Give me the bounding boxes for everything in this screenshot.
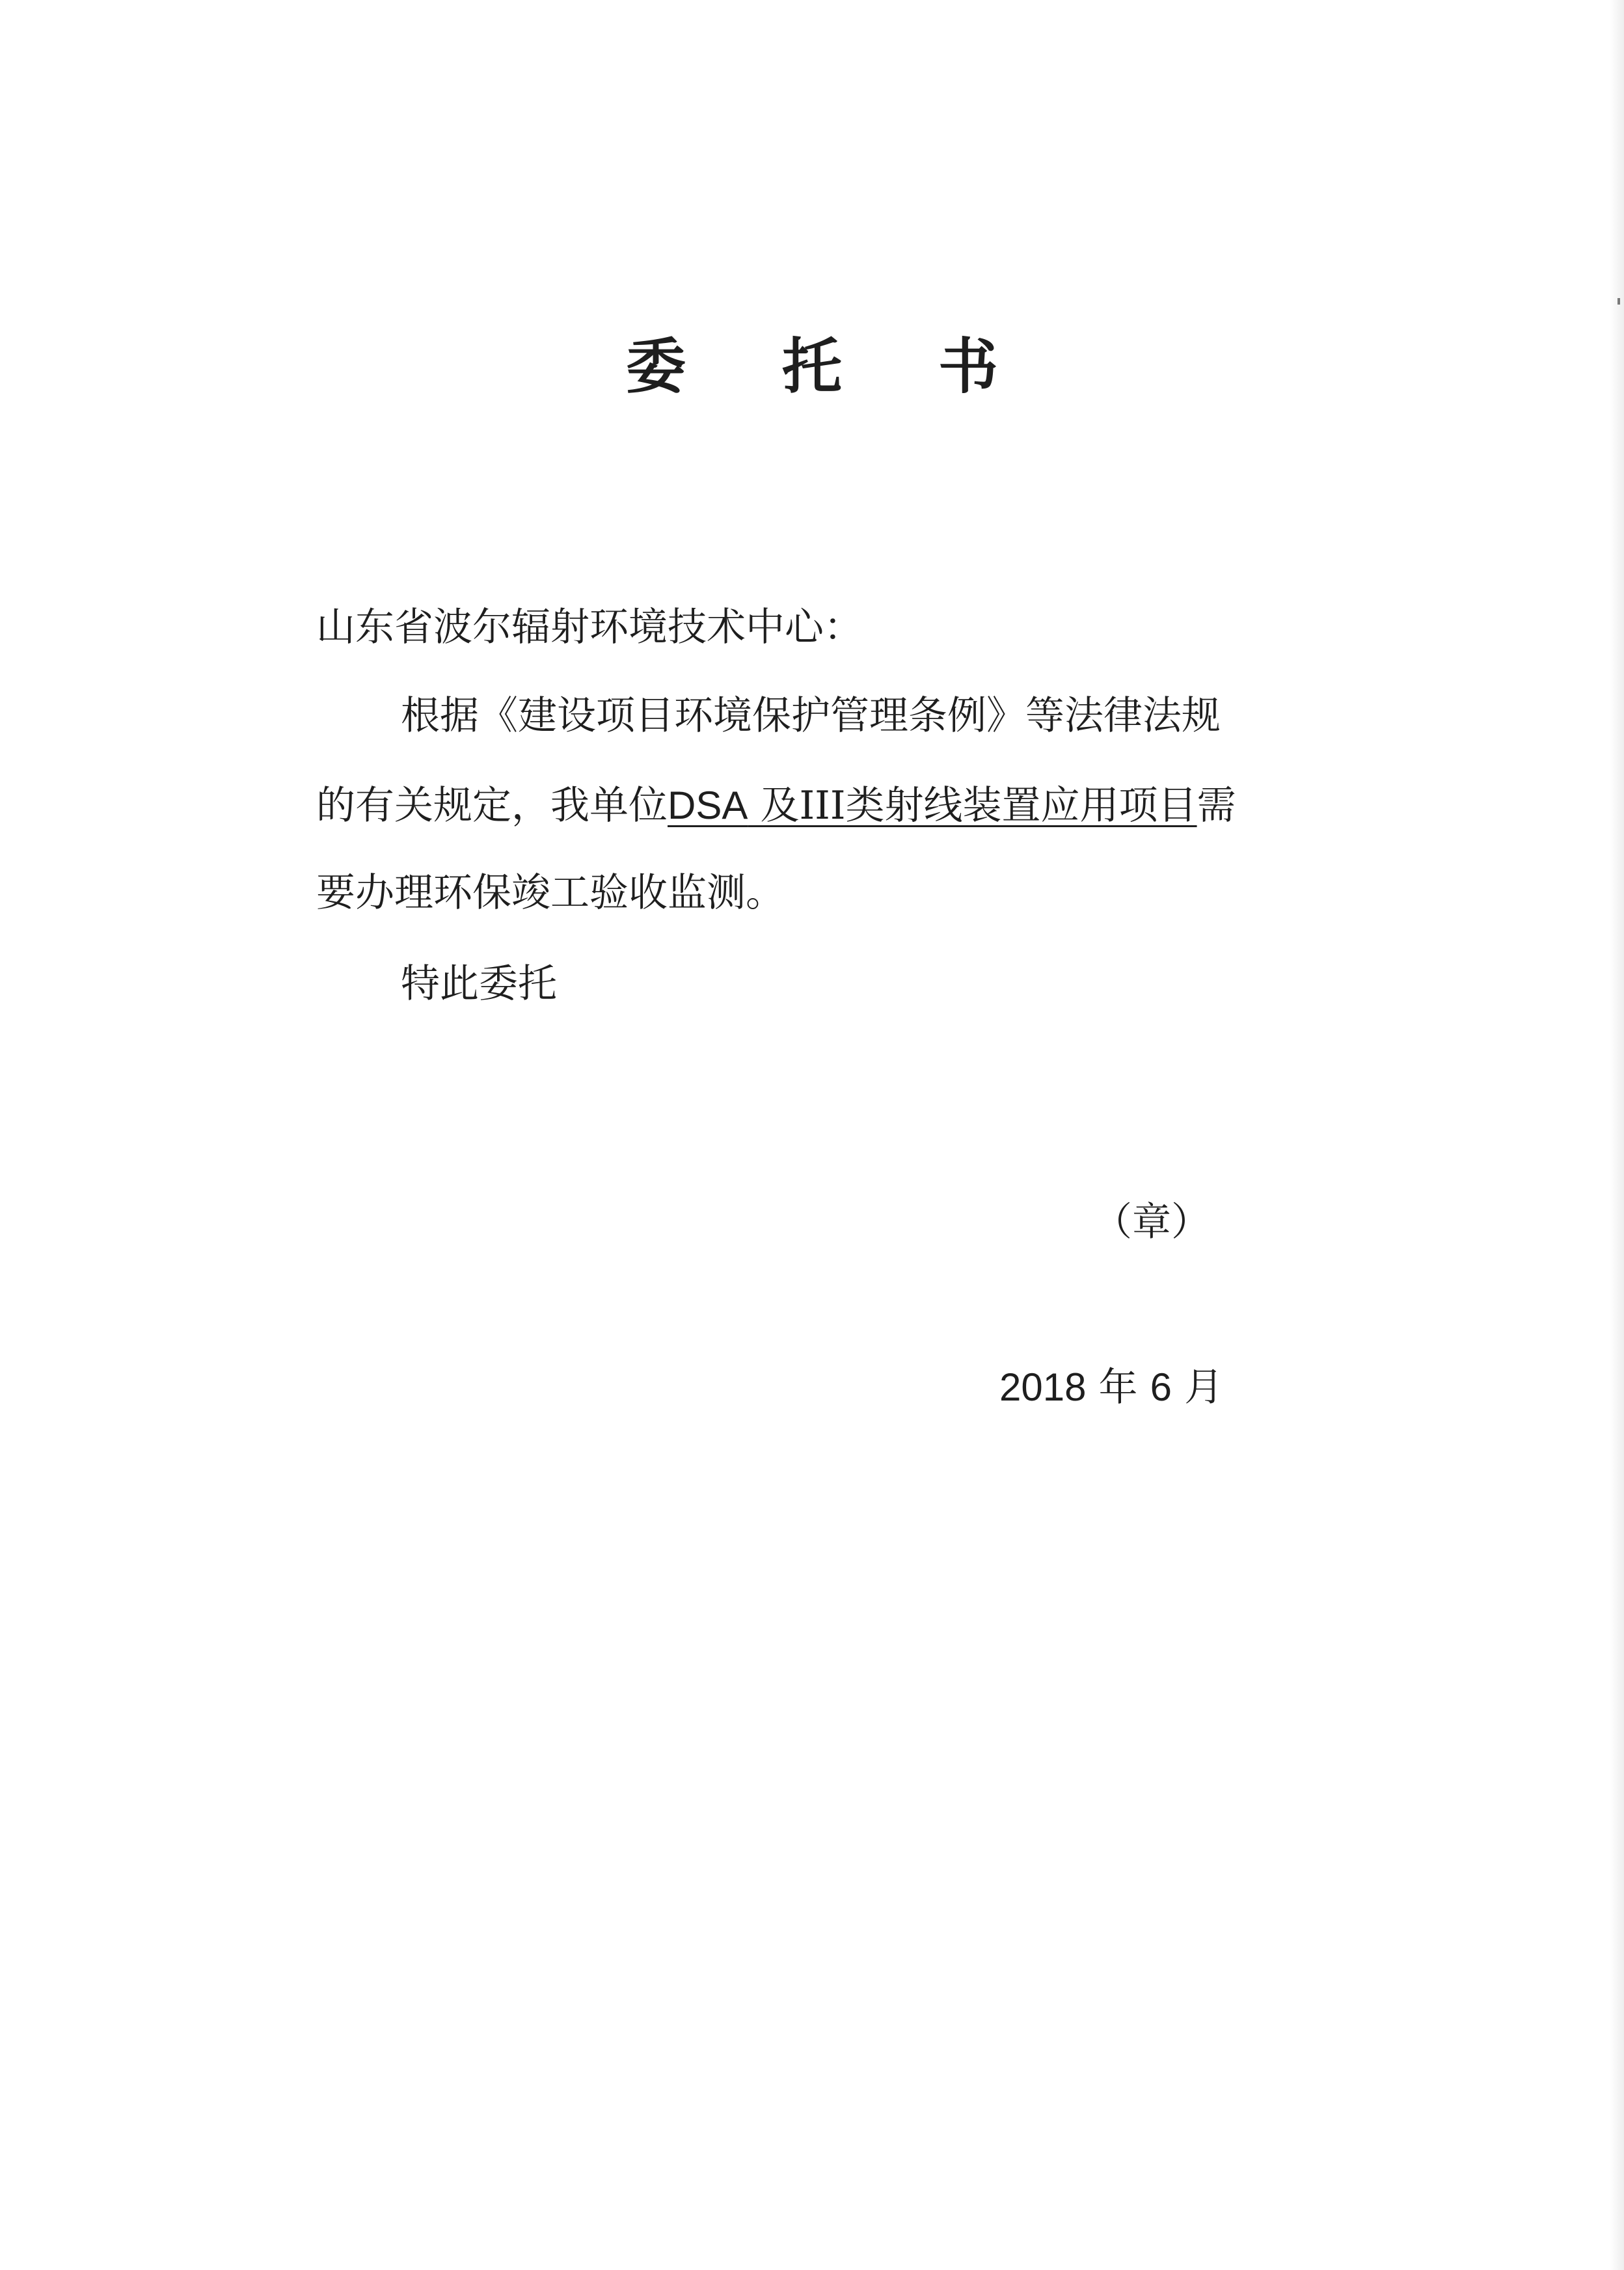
- date-year-unit: 年: [1086, 1365, 1150, 1410]
- date-month: 6: [1150, 1365, 1172, 1409]
- date-year: 2018: [999, 1365, 1087, 1409]
- project-name-rest: 及III类射线装置应用项目: [748, 783, 1197, 828]
- date-line: [999, 1365, 1224, 1410]
- project-name-latin: DSA: [668, 784, 748, 827]
- body-line-2: [316, 783, 1236, 828]
- title-char: 托: [781, 331, 842, 402]
- title-char: 委: [625, 331, 686, 402]
- body-line-2-suffix: 需: [1197, 783, 1236, 828]
- body-line-3: 要办理环保竣工验收监测。: [316, 870, 785, 916]
- closing-line: 特此委托: [401, 961, 557, 1007]
- document-title: [0, 319, 1624, 405]
- title-char: 书: [938, 331, 999, 402]
- body-line-2-prefix: 的有关规定，我单位: [316, 783, 668, 828]
- seal-placeholder: （章）: [1093, 1199, 1210, 1245]
- date-month-unit: 月: [1172, 1365, 1224, 1410]
- scan-speck: [1617, 298, 1620, 305]
- body-line-1: 根据《建设项目环境保护管理条例》等法律法规: [401, 693, 1221, 739]
- project-name: [668, 783, 1197, 828]
- recipient-line: 山东省波尔辐射环境技术中心：: [316, 605, 863, 650]
